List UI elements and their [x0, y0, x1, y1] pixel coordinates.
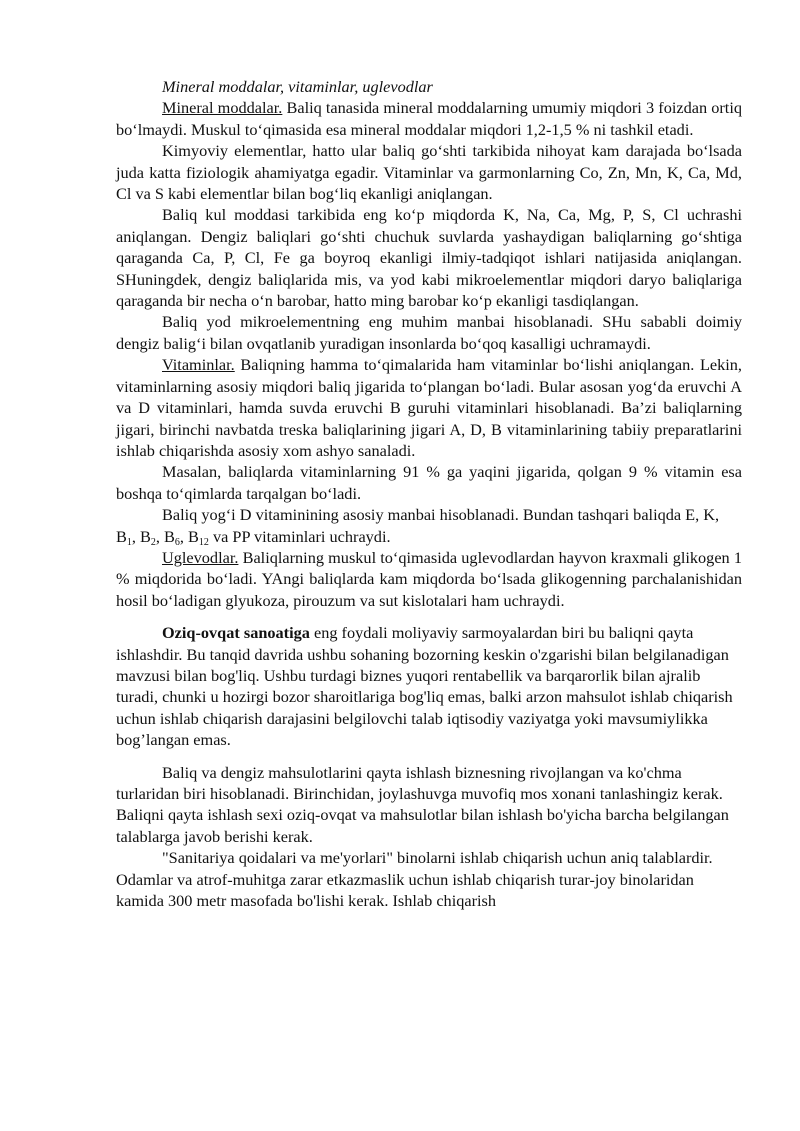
- paragraph-iodine: Baliq yod mikroelementning eng muhim manbai hisoblanadi. SHu sababli doimiy dengiz balig‘i bilan ovqatlanib yuradigan insonlarda bo‘qoq kasalligi uchramaydi.: [116, 312, 742, 353]
- paragraph-ash: Baliq kul moddasi tarkibida eng ko‘p miqdorda K, Na, Ca, Mg, P, S, Cl uchrashi aniqlangan. Dengiz baliqlari go‘shti chuchuk suvlarda yashaydigan baliqlarning go‘shtiga qaraganda Ca, P, Cl, Fe ga boyroq ekanligi ilmiy-tadqiqot ishlari natijasida aniqlangan. SHuningdek, dengiz baliqlarida mis, va yod kabi mikroelementlar miqdori daryo baliqlariga qaraganda bir necha o‘n barobar, hatto ming barobar ko‘p ekanligi tasdiqlangan.: [116, 205, 742, 311]
- heading-vitamins: Vitaminlar.: [162, 355, 235, 375]
- document-page: [116, 76, 742, 911]
- fish-oil-text: Baliq yog‘i D vitaminining asosiy manbai hisoblanadi. Bundan tashqari baliqda E, K,: [162, 505, 720, 525]
- fish-oil-end: va PP vitaminlari uchraydi.: [208, 526, 391, 546]
- paragraph-carbohydrates-text: Baliqlarning muskul to‘qimasida uglevodlardan hayvon kraxmali glikogen 1 % miqdorida bo‘ladi. YAngi baliqlarda kam miqdorda bo‘lsada glikogenning parchalanishidan hosil bo‘ladigan glyukoza, pirouzum va sut kislotalari ham uchraydi.: [116, 547, 742, 610]
- section-title: Mineral moddalar, vitaminlar, uglevodlar: [162, 77, 433, 96]
- paragraph-processing: Baliq va dengiz mahsulotlarini qayta ishlash biznesning rivojlangan va ko'chma turlaridan biri hisoblanadi. Birinchidan, joylashuvga muvofiq mos xonani tanlashingiz kerak. Baliqni qayta ishlash sexi oziq-ovqat va mahsulotlar bilan ishlash bo'yicha barcha belgilangan talablarga javob berishi kerak.: [116, 762, 729, 846]
- vitamin-b2: $B_2$: [140, 526, 156, 548]
- heading-food-industry: Oziq-ovqat sanoatiga: [162, 623, 310, 643]
- heading-minerals: Mineral moddalar.: [162, 98, 283, 118]
- paragraph-elements: Kimyoviy elementlar, hatto ular baliq go‘shti tarkibida nihoyat kam darajada bo‘lsada juda katta fiziologik ahamiyatga egadir. Vitaminlar va garmonlarning Co, Zn, Mn, K, Ca, Md, Cl va S kabi elementlar bilan bog‘liq ekanligi aniqlangan.: [116, 141, 742, 204]
- paragraph-fish-oil: Baliq yog‘i D vitaminining asosiy manbai hisoblanadi. Bundan tashqari baliqda E, K, $B_1$, $B_2$, $B_6$, $B_{12}$ va PP vitaminlari uchraydi.: [116, 505, 720, 548]
- vitamin-b1: $B_1$: [116, 526, 132, 548]
- paragraph-minerals: [116, 97, 742, 140]
- vitamin-b12: $B_{12}$: [188, 526, 209, 548]
- vitamin-b6: $B_6$: [164, 526, 180, 548]
- paragraph-sanitary: "Sanitariya qoidalari va me'yorlari" binolarni ishlab chiqarish uchun aniq talablardir. Odamlar va atrof-muhitga zarar etkazmaslik uchun ishlab chiqarish turar-joy binolaridan kamida 300 metr masofada bo'lishi kerak. Ishlab chiqarish: [116, 848, 713, 911]
- paragraph-food-industry: [116, 622, 742, 750]
- paragraph-vitamins: [116, 354, 742, 461]
- paragraph-vitamins-text: Baliqning hamma to‘qimalarida ham vitaminlar bo‘lishi aniqlangan. Lekin, vitaminlarning asosiy miqdori baliq jigarida to‘plangan bo‘ladi. Bular asosan yog‘da eruvchi A va D vitaminlari, hamda suvda eruvchi B guruhi vitaminlari hisoblanadi. Ba’zi baliqlarning jigari, birinchi navbatda treska baliqlarining jigari A, D, B vitaminlarining tabiiy preparatlarini ishlab chiqarishda asosiy xom ashyo sanaladi.: [116, 355, 742, 460]
- paragraph-carbohydrates: [116, 547, 742, 611]
- heading-carbohydrates: Uglevodlar.: [162, 547, 239, 567]
- paragraph-minerals-text: Baliq tanasida mineral moddalarning umumiy miqdori 3 foizdan ortiq bo‘lmaydi. Muskul to‘qimasida esa mineral moddalar miqdori 1,2-1,5 % ni tashkil etadi.: [116, 98, 742, 139]
- paragraph-vitamin-distribution: Masalan, baliqlarda vitaminlarning 91 % ga yaqini jigarida, qolgan 9 % vitamin esa boshqa to‘qimlarda tarqalgan bo‘ladi.: [116, 462, 742, 503]
- paragraph-food-industry-text: eng foydali moliyaviy sarmoyalardan biri bu baliqni qayta ishlashdir. Bu tanqid davrida ushbu sohaning bozorning keskin o'zgarishi bilan belgilanadigan mavzusi bilan bog'liq. Ushbu turdagi biznes yuqori rentabellik va barqarorlik bilan ajralib turadi, chunki u hozirgi bozor sharoitlariga bog'liq emas, balki arzon mahsulot ishlab chiqarish uchun ishlab chiqarish darajasini belgilovchi talab iqtisodiy vaziyatga yoki mavsumiylikka bog’langan emas.: [116, 623, 733, 750]
